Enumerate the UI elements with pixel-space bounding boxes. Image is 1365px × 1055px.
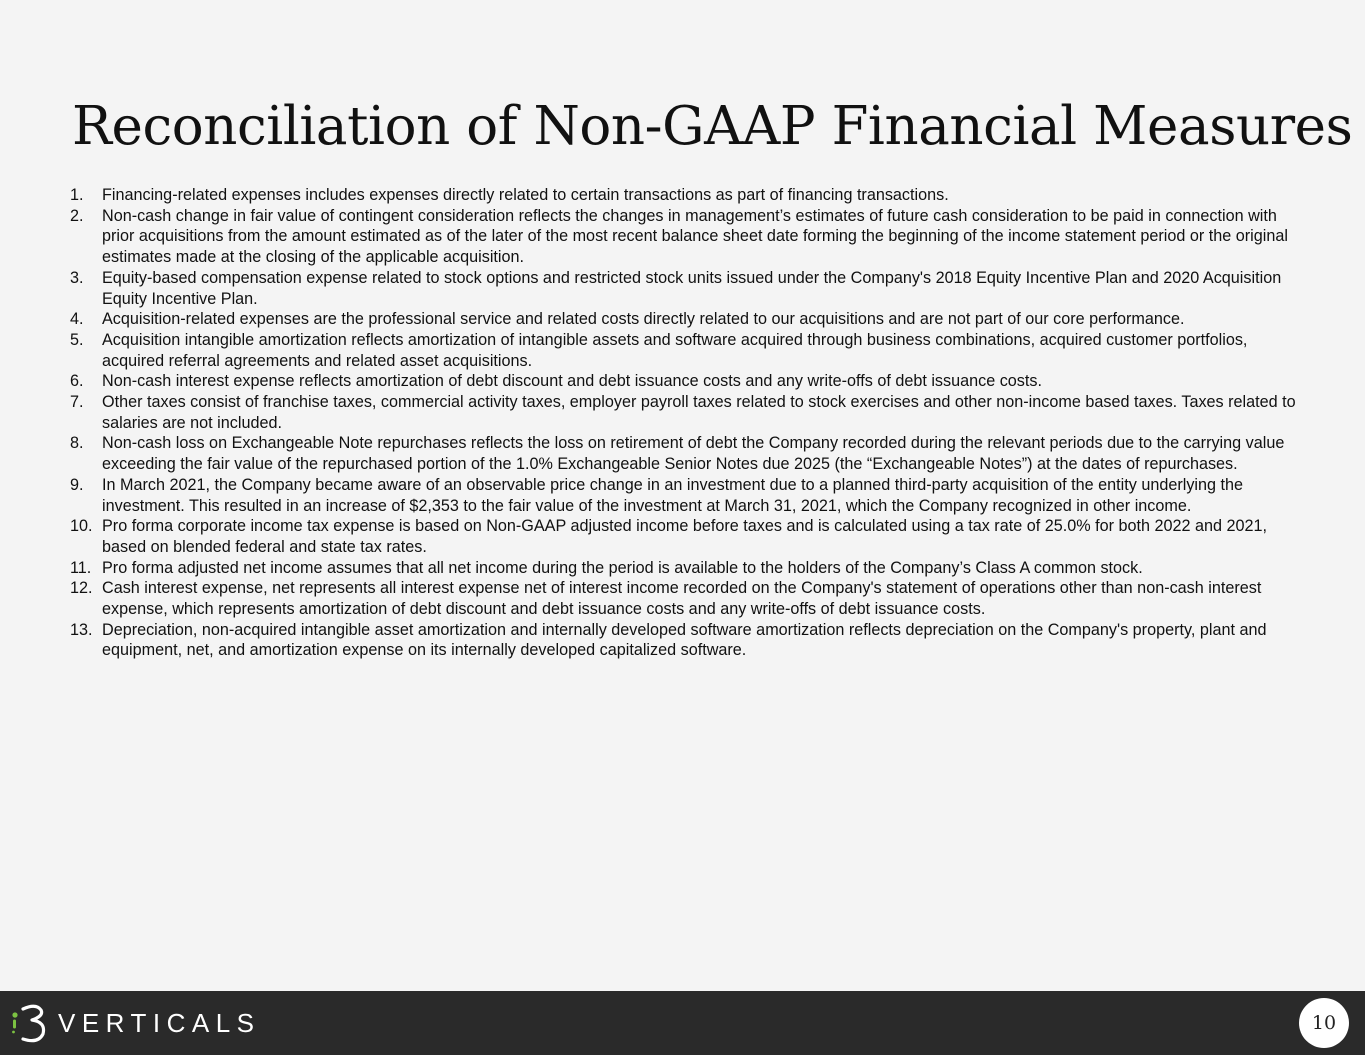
footnote-text: Cash interest expense, net represents all interest expense net of interest income recorded on the Company's statement of operations other than non-cash interest expense, which represents amortization of debt discount and debt issuance costs and any write-offs of debt issuance costs. <box>102 579 1262 619</box>
footnote-item <box>70 330 1310 371</box>
company-logo <box>10 1001 261 1045</box>
footnote-text: Pro forma corporate income tax expense is based on Non-GAAP adjusted income before taxes and is calculated using a tax rate of 25.0% for both 2022 and 2021, based on blended federal and state tax rates. <box>102 517 1268 556</box>
footnote-text: Financing-related expenses includes expenses directly related to certain transactions as part of financing transactions. <box>102 186 949 204</box>
footnote-item <box>70 433 1310 474</box>
footnote-item <box>70 516 1310 557</box>
footnotes-list <box>70 185 1310 661</box>
footnote-item <box>70 578 1310 619</box>
footnote-item <box>70 185 1310 206</box>
footnote-text: Non-cash interest expense reflects amortization of debt discount and debt issuance costs and any write-offs of debt issuance costs. <box>102 372 1042 391</box>
footnote-text: Acquisition-related expenses are the professional service and related costs directly related to our acquisitions and are not part of our core performance. <box>102 310 1185 329</box>
footnote-text: In March 2021, the Company became aware of an observable price change in an investment due to a planned third-party acquisition of the entity underlying the investment. This resulted in an increase of $2,353 to the fair value of the investment at March 31, 2021, which the Company recognized in other income. <box>102 475 1244 515</box>
footnote-text: Non-cash loss on Exchangeable Note repurchases reflects the loss on retirement of debt the Company recorded during the relevant periods due to the carrying value exceeding the fair value of the repurchased portion of the 1.0% Exchangeable Senior Notes due 2025 (the “Exchangeable Notes”) at the dates of repurchases. <box>102 434 1285 474</box>
footnote-text: Depreciation, non-acquired intangible asset amortization and internally developed software amortization reflects depreciation on the Company's property, plant and equipment, net, and amortization expense on its internally developed capitalized software. <box>102 620 1267 660</box>
footnote-item <box>70 392 1310 433</box>
page-number: 10 <box>1311 1012 1337 1034</box>
footnote-number: 5. <box>70 330 84 349</box>
footnote-item <box>70 268 1310 309</box>
logo-wordmark: VERTICALS <box>58 1008 261 1038</box>
footnote-text: Equity-based compensation expense related to stock options and restricted stock units issued under the Company's 2018 Equity Incentive Plan and 2020 Acquisition Equity Incentive Plan. <box>102 268 1282 308</box>
footnote-number: 10. <box>70 517 93 536</box>
footnote-number: 3. <box>70 268 84 287</box>
footnote-number: 1. <box>70 186 84 204</box>
footnote-text: Other taxes consist of franchise taxes, commercial activity taxes, employer payroll taxes related to stock exercises and other non-income based taxes. Taxes related to salaries are not included. <box>102 393 1296 432</box>
footnote-item <box>70 558 1310 579</box>
footnote-item <box>70 206 1310 268</box>
footnote-item <box>70 309 1310 330</box>
page-number-badge <box>1299 998 1349 1048</box>
footnote-number: 7. <box>70 393 84 412</box>
footnote-item <box>70 475 1310 516</box>
footnote-number: 6. <box>70 372 84 391</box>
footnote-number: 2. <box>70 206 84 225</box>
footnote-item <box>70 371 1310 392</box>
footnote-number: 13. <box>70 620 93 639</box>
footnote-item <box>70 620 1310 661</box>
page-title: Reconciliation of Non-GAAP Financial Measures <box>72 96 1353 157</box>
footnote-number: 4. <box>70 310 84 329</box>
footnote-text: Non-cash change in fair value of contingent consideration reflects the changes in management’s estimates of future cash consideration to be paid in connection with prior acquisitions from the amount estimated as of the later of the most recent balance sheet date forming the beginning of the income statement period or the original estimates made at the closing of the applicable acquisition. <box>102 206 1288 267</box>
footnote-number: 12. <box>70 579 93 598</box>
footnote-text: Pro forma adjusted net income assumes that all net income during the period is available to the holders of the Company’s Class A common stock. <box>102 558 1143 577</box>
i3-logo-icon <box>10 1001 50 1045</box>
footnote-number: 8. <box>70 434 84 453</box>
footnote-number: 9. <box>70 475 84 494</box>
footer-bar <box>0 991 1365 1055</box>
footnote-text: Acquisition intangible amortization reflects amortization of intangible assets and software acquired through business combinations, acquired customer portfolios, acquired referral agreements and related asset acquisitions. <box>102 330 1248 370</box>
footnote-number: 11. <box>70 558 92 577</box>
